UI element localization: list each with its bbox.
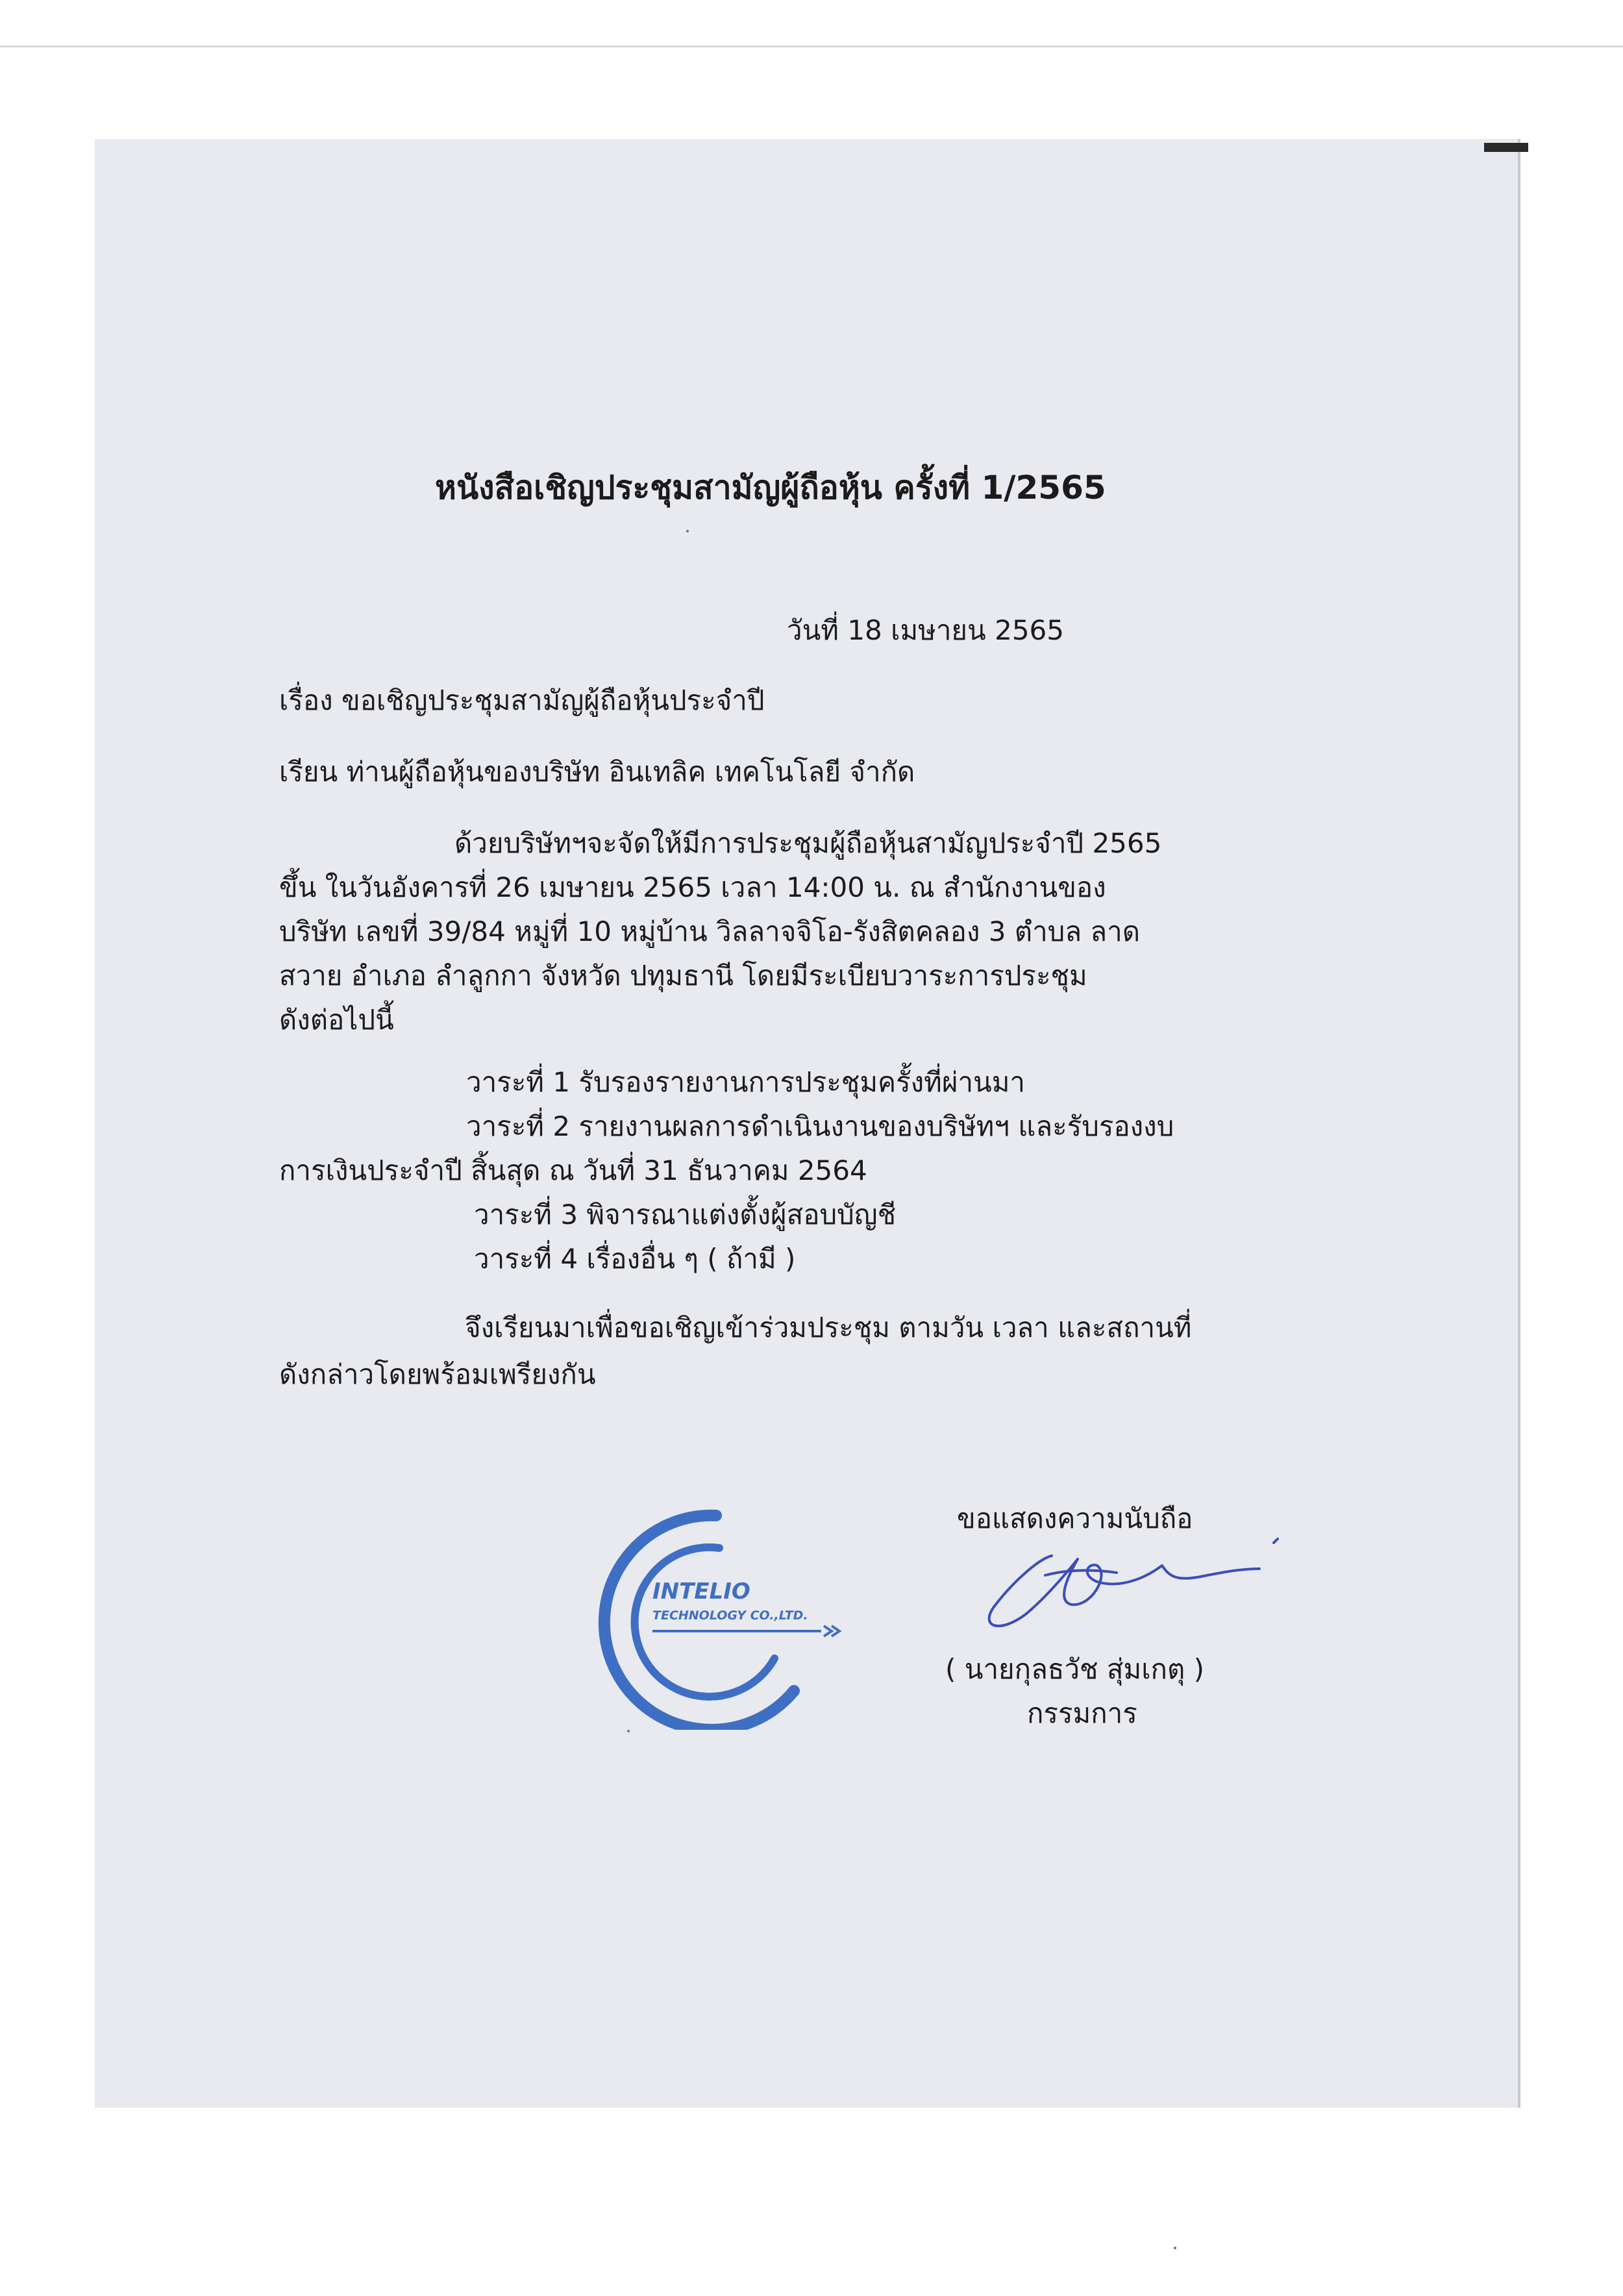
scan-speck — [627, 1730, 630, 1732]
agenda-item-4: วาระที่ 4 เรื่องอื่น ๆ ( ถ้ามี ) — [474, 1243, 796, 1275]
company-stamp — [580, 1496, 872, 1730]
paper-sheet-edge — [1518, 139, 1520, 2108]
stamp-arrow-icon — [824, 1626, 839, 1636]
document-recipient: เรียน ท่านผู้ถือหุ้นของบริษัท อินเทลิค เทคโนโลยี จำกัด — [279, 756, 915, 788]
agenda-item-2-line-2: การเงินประจำปี สิ้นสุด ณ วันที่ 31 ธันวาคม 2564 — [279, 1154, 867, 1186]
scan-speck — [686, 530, 689, 532]
agenda-item-2-line-1: วาระที่ 2 รายงานผลการดำเนินงานของบริษัทฯ และรับรองงบ — [466, 1110, 1174, 1142]
document-date: วันที่ 18 เมษายน 2565 — [787, 614, 1064, 646]
document-title: หนังสือเชิญประชุมสามัญผู้ถือหุ้น ครั้งที่ 1/2565 — [435, 469, 1106, 506]
signature-regards: ขอแสดงความนับถือ — [957, 1503, 1193, 1534]
agenda-item-1: วาระที่ 1 รับรองรายงานการประชุมครั้งที่ผ่านมา — [466, 1066, 1026, 1098]
stamp-company-name: INTELIO — [652, 1578, 750, 1604]
signatory-name: ( นายกุลธวัช สุ่มเกตุ ) — [945, 1653, 1204, 1685]
handwritten-signature — [967, 1530, 1292, 1647]
top-scan-rule — [0, 45, 1623, 47]
body-line-1: ด้วยบริษัทฯจะจัดให้มีการประชุมผู้ถือหุ้นสามัญประจำปี 2565 — [454, 827, 1162, 859]
body-line-2: ขึ้น ในวันอังคารที่ 26 เมษายน 2565 เวลา 14:00 น. ณ สำนักงานของ — [279, 871, 1106, 903]
document-subject: เรื่อง ขอเชิญประชุมสามัญผู้ถือหุ้นประจำปี — [279, 684, 765, 716]
closing-line-1: จึงเรียนมาเพื่อขอเชิญเข้าร่วมประชุม ตามวัน เวลา และสถานที่ — [465, 1312, 1192, 1343]
scan-edge-mark — [1484, 143, 1528, 152]
body-line-3: บริษัท เลขที่ 39/84 หมู่ที่ 10 หมู่บ้าน วิลลาจจิโอ-รังสิตคลอง 3 ตำบล ลาด — [279, 916, 1141, 947]
signatory-position: กรรมการ — [1027, 1697, 1137, 1729]
scan-speck — [1174, 2247, 1176, 2249]
stamp-company-suffix: TECHNOLOGY CO.,LTD. — [652, 1608, 808, 1623]
closing-line-2: ดังกล่าวโดยพร้อมเพรียงกัน — [279, 1358, 596, 1390]
agenda-item-3: วาระที่ 3 พิจารณาแต่งตั้งผู้สอบบัญชี — [474, 1199, 897, 1230]
body-line-5: ดังต่อไปนี้ — [279, 1004, 394, 1036]
body-line-4: สวาย อำเภอ ลำลูกกา จังหวัด ปทุมธานี โดยมีระเบียบวาระการประชุม — [279, 960, 1087, 992]
